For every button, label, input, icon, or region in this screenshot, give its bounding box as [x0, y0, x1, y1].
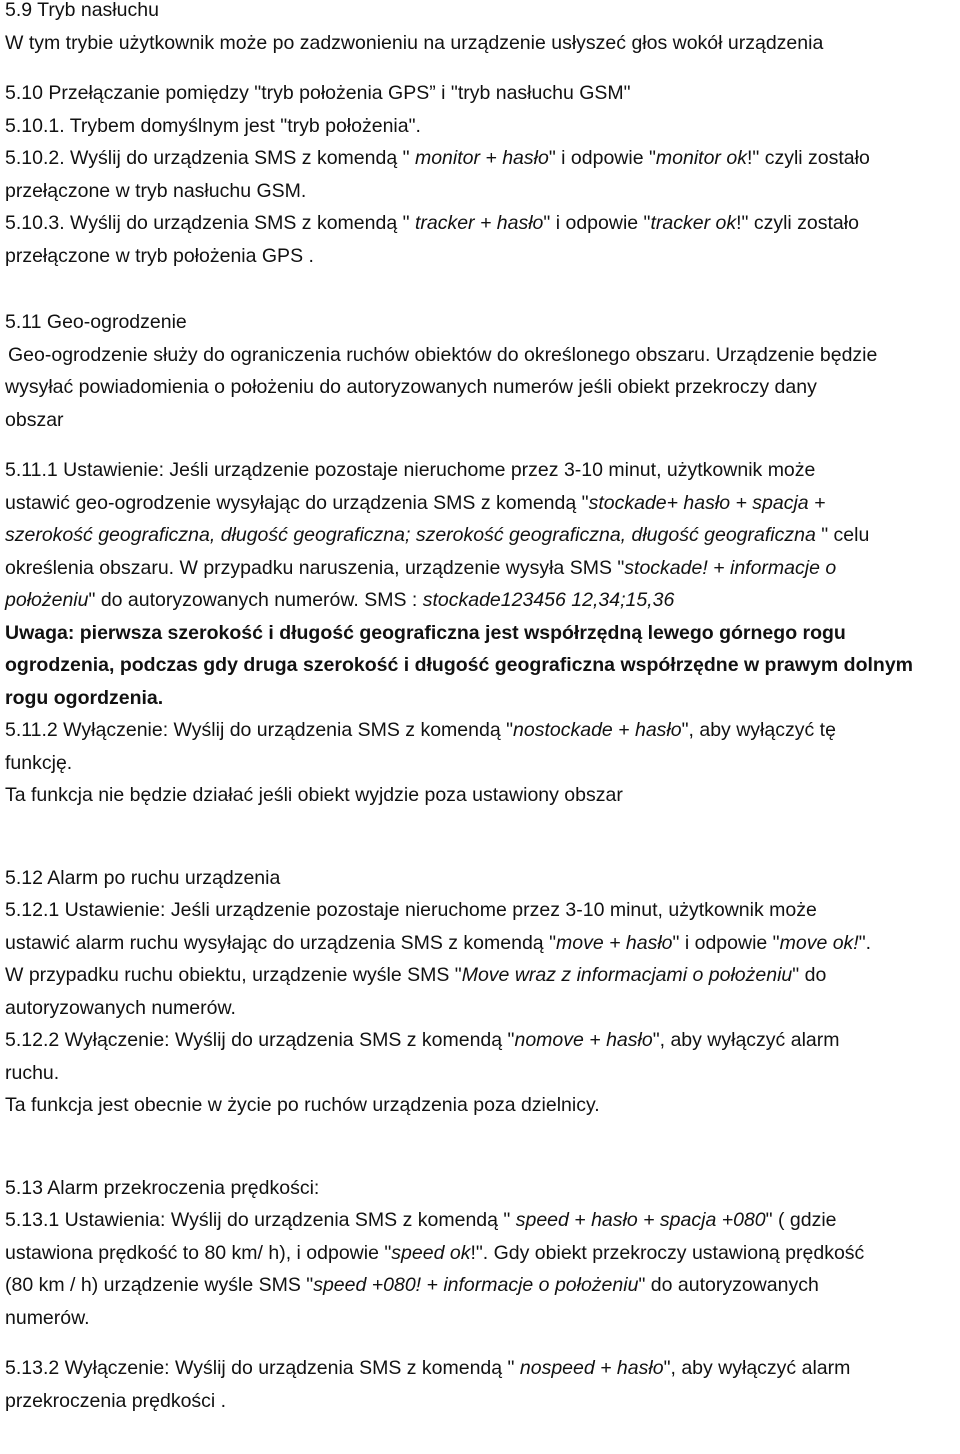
- paragraph: [5, 1269, 955, 1302]
- text-run: !" czyli zostało: [736, 212, 859, 234]
- text-run: " do autoryzowanych numerów. SMS :: [88, 589, 423, 611]
- warning-text: ogrodzenia, podczas gdy druga szerokość i długość geograficzna współrzędne w prawym dolnym: [5, 654, 914, 676]
- paragraph: 5.11.1 Ustawienie: Jeśli urządzenie pozostaje nieruchome przez 3-10 minut, użytkownik może: [5, 459, 816, 481]
- text-run: ustawiona prędkość to 80 km/ h), i odpowie ": [5, 1241, 392, 1264]
- response-text: speed +080! + informacje o położeniu: [313, 1274, 639, 1296]
- section-5-10: [5, 77, 955, 272]
- section-heading: 5.12 Alarm po ruchu urządzenia: [5, 866, 281, 889]
- paragraph: [5, 487, 955, 520]
- section-5-12: [5, 862, 955, 1122]
- paragraph: 5.12.1 Ustawienie: Jeśli urządzenie pozostaje nieruchome przez 3-10 minut, użytkownik może: [5, 899, 817, 921]
- text-run: 5.13.2 Wyłączenie: Wyślij do urządzenia SMS z komendą ": [5, 1357, 520, 1379]
- response-text: stockade! + informacje o: [624, 556, 837, 579]
- paragraph: [5, 1204, 955, 1237]
- text-run: " i odpowie ": [543, 212, 651, 234]
- section-5-13: [5, 1172, 955, 1418]
- text-run: " celu: [815, 524, 870, 546]
- paragraph: [5, 142, 955, 175]
- command-text: nospeed + hasło: [519, 1357, 664, 1379]
- paragraph: przełączone w tryb położenia GPS .: [5, 244, 314, 267]
- paragraph: [5, 1237, 955, 1270]
- response-text: monitor ok: [655, 147, 747, 169]
- text-run: ustawić geo-ogrodzenie wysyłając do urządzenia SMS z komendą ": [5, 491, 589, 514]
- text-run: ", aby wyłączyć alarm: [663, 1357, 851, 1379]
- paragraph: ruchu.: [5, 1061, 60, 1084]
- paragraph: 5.10.1. Trybem domyślnym jest "tryb położenia".: [5, 114, 421, 137]
- text-run: ".: [858, 931, 872, 954]
- command-text: nostockade + hasło: [513, 719, 682, 741]
- paragraph: Ta funkcja jest obecnie w życie po ruchów urządzenia poza dzielnicy.: [5, 1094, 600, 1116]
- text-run: " ( gdzie: [765, 1209, 837, 1231]
- response-text: położeniu: [5, 589, 89, 611]
- warning-text: rogu ogordzenia.: [5, 686, 164, 709]
- text-run: !". Gdy obiekt przekroczy ustawioną prędkość: [470, 1241, 865, 1264]
- command-text: stockade+ hasło + spacja +: [588, 491, 826, 514]
- paragraph: [5, 1352, 955, 1385]
- paragraph: przełączone w tryb nasłuchu GSM.: [5, 179, 307, 202]
- section-5-11: [5, 306, 955, 812]
- section-5-9: [5, 0, 955, 59]
- text-run: ", aby wyłączyć alarm: [652, 1029, 840, 1051]
- section-heading: 5.9 Tryb nasłuchu: [5, 0, 159, 21]
- command-text: szerokość geograficzna, długość geograficzna; szerokość geograficzna, długość geograficzna: [5, 524, 816, 546]
- text-run: 5.12.2 Wyłączenie: Wyślij do urządzenia SMS z komendą ": [5, 1029, 515, 1051]
- section-heading: 5.10 Przełączanie pomiędzy "tryb położenia GPS” i "tryb nasłuchu GSM": [5, 82, 631, 104]
- text-run: " do autoryzowanych: [638, 1274, 819, 1296]
- paragraph: Ta funkcja nie będzie działać jeśli obiekt wyjdzie poza ustawiony obszar: [5, 784, 623, 806]
- command-text: nomove + hasło: [514, 1029, 653, 1051]
- paragraph: wysyłać powiadomienia o położeniu do autoryzowanych numerów jeśli obiekt przekroczy dany: [5, 376, 817, 398]
- paragraph: obszar: [5, 408, 64, 431]
- paragraph: [5, 927, 955, 960]
- example-sms: stockade123456 12,34;15,36: [422, 589, 675, 611]
- text-run: !" czyli zostało: [746, 147, 870, 169]
- text-run: 5.10.3. Wyślij do urządzenia SMS z komendą ": [5, 212, 415, 234]
- command-text: speed + hasło + spacja +080: [515, 1209, 766, 1231]
- paragraph: przekroczenia prędkości .: [5, 1389, 227, 1412]
- text-run: " i odpowie ": [548, 147, 656, 169]
- response-text: speed ok: [391, 1241, 471, 1264]
- command-text: move + hasło: [556, 931, 673, 954]
- response-text: move ok!: [779, 931, 859, 954]
- warning-text: Uwaga: pierwsza szerokość i długość geograficzna jest współrzędną lewego górnego rogu: [5, 621, 846, 644]
- text-run: 5.10.2. Wyślij do urządzenia SMS z komendą ": [5, 147, 415, 169]
- text-run: (80 km / h) urządzenie wyśle SMS ": [5, 1274, 314, 1296]
- text-run: ", aby wyłączyć tę: [681, 719, 836, 741]
- paragraph: W tym trybie użytkownik może po zadzwonieniu na urządzenie usłyszeć głos wokół urządzenia: [5, 31, 824, 54]
- text-run: ustawić alarm ruchu wysyłając do urządzenia SMS z komendą ": [5, 931, 556, 954]
- text-run: " do: [792, 964, 827, 986]
- command-text: tracker + hasło: [414, 212, 544, 234]
- paragraph: [5, 552, 955, 585]
- response-text: Move wraz z informacjami o położeniu: [461, 964, 793, 986]
- text-run: 5.11.2 Wyłączenie: Wyślij do urządzenia SMS z komendą ": [5, 719, 514, 741]
- paragraph: [5, 1024, 955, 1057]
- paragraph: funkcję.: [5, 751, 73, 774]
- paragraph: numerów.: [5, 1306, 90, 1329]
- text-run: " i odpowie ": [672, 931, 780, 954]
- paragraph: autoryzowanych numerów.: [5, 996, 236, 1019]
- document-page: [5, 0, 955, 1417]
- paragraph: [5, 959, 955, 992]
- response-text: tracker ok: [650, 212, 737, 234]
- text-run: W przypadku ruchu obiektu, urządzenie wyśle SMS ": [5, 964, 462, 986]
- paragraph: [5, 584, 955, 617]
- command-text: monitor + hasło: [414, 147, 549, 169]
- text-run: 5.13.1 Ustawienia: Wyślij do urządzenia SMS z komendą ": [5, 1209, 516, 1231]
- section-heading: 5.11 Geo-ogrodzenie: [5, 311, 187, 333]
- paragraph: [5, 714, 955, 747]
- text-run: określenia obszaru. W przypadku naruszenia, urządzenie wysyła SMS ": [5, 556, 625, 579]
- paragraph: Geo-ogrodzenie służy do ograniczenia ruchów obiektów do określonego obszaru. Urządzenie będzie: [8, 343, 878, 366]
- paragraph: [5, 207, 955, 240]
- section-heading: 5.13 Alarm przekroczenia prędkości:: [5, 1176, 320, 1199]
- paragraph: [5, 519, 955, 552]
